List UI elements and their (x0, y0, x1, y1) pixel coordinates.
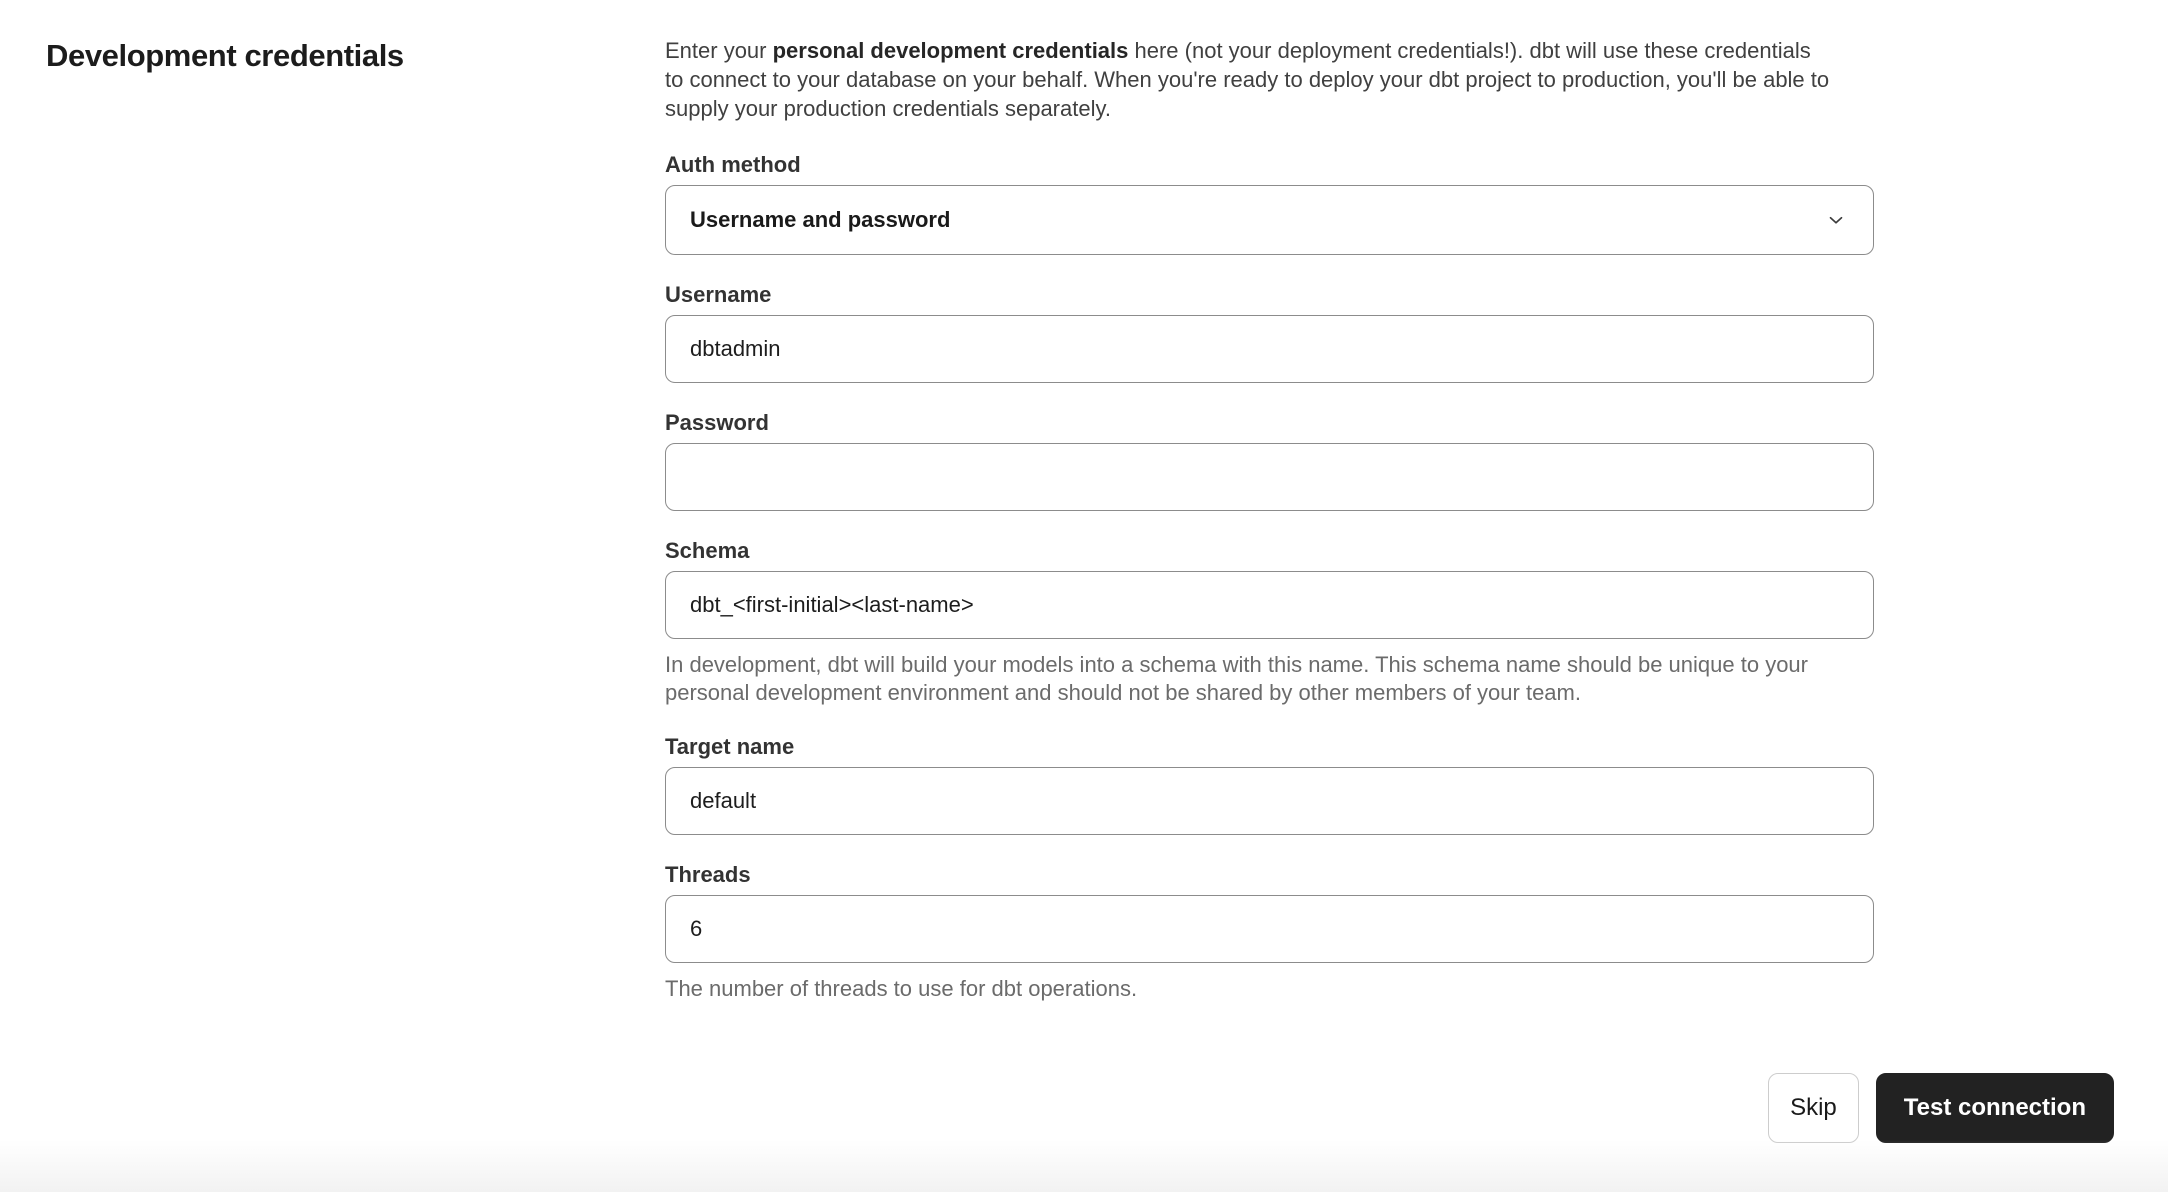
username-field (665, 281, 1875, 383)
footer-actions (1768, 1073, 2114, 1143)
description-bold: personal development credentials (772, 38, 1129, 63)
password-field (665, 409, 1875, 511)
target-name-input[interactable] (665, 767, 1874, 835)
threads-label: Threads (665, 862, 751, 887)
password-input[interactable] (665, 443, 1874, 511)
schema-label: Schema (665, 538, 750, 563)
threads-field (665, 861, 1875, 1003)
password-label: Password (665, 410, 769, 435)
target-name-field (665, 733, 1875, 835)
test-connection-button[interactable]: Test connection (1876, 1073, 2114, 1143)
description-prefix: Enter your (665, 38, 773, 63)
threads-input[interactable] (665, 895, 1874, 963)
credentials-form (665, 36, 1875, 1003)
auth-method-field (665, 151, 1875, 255)
auth-method-select[interactable] (665, 185, 1874, 255)
threads-helper-text: The number of threads to use for dbt operations. (665, 976, 1138, 1001)
chevron-down-icon (1825, 209, 1847, 231)
schema-field (665, 537, 1875, 707)
target-name-label: Target name (665, 734, 795, 759)
username-input[interactable] (665, 315, 1874, 383)
username-label: Username (665, 282, 772, 307)
bottom-scroll-fade (0, 1140, 2168, 1192)
skip-button[interactable]: Skip (1768, 1073, 1859, 1143)
schema-input[interactable] (665, 571, 1874, 639)
auth-method-label: Auth method (665, 152, 801, 177)
schema-helper-text: In development, dbt will build your models into a schema with this name. This schema name should be unique to your personal development environment and should not be shared by other members of your team. (665, 652, 1808, 705)
form-description (665, 36, 1835, 123)
description-suffix: here (not your deployment credentials!). dbt will use these credentials to connect to your database on your behalf. When you're ready to deploy your dbt project to production, you'll be able to supply your production credentials separately. (665, 38, 1830, 121)
auth-method-value: Username and password (690, 207, 951, 232)
page-title: Development credentials (46, 38, 404, 73)
